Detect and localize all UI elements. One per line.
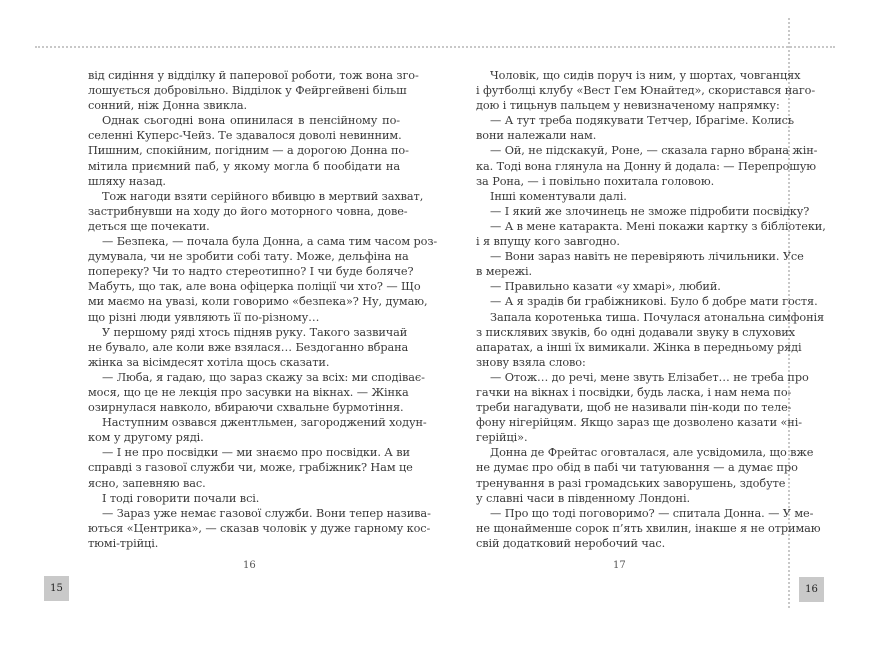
paragraph <box>88 189 424 234</box>
text-line: в мережі. <box>476 265 533 279</box>
text-line: за Рона, — і повільно похитала головою. <box>476 174 715 188</box>
text-line: деться ще почекати. <box>88 219 210 233</box>
text-line: ком у другому ряді. <box>88 431 204 445</box>
text-line: — Люба, я гадаю, що зараз скажу за всіх: ми сподіває- <box>102 370 425 384</box>
text-line: фону нігерійцям. Якщо зараз ще дозволено казати «ні- <box>476 416 802 430</box>
text-line: думувала, чи не зробити собі тату. Може, дельфіна на <box>88 250 409 264</box>
text-line: свій додатковий неробочий час. <box>476 536 666 550</box>
text-line: ясно, запевняю вас. <box>88 476 206 490</box>
text-line: мітила приємний паб, у якому могла б пообідати на <box>88 159 400 173</box>
text-line: від сидіння у відділку й паперової роботи, тож вона зго- <box>88 69 419 82</box>
paragraph <box>88 491 400 506</box>
text-line: герійці». <box>476 431 528 445</box>
text-line: — І який же злочинець не зможе підробити посвідку? <box>490 204 810 218</box>
right-spread-page-badge: 16 <box>799 577 824 602</box>
text-line: не щонайменше сорок п’ять хвилин, інакше я не отримаю <box>476 521 821 535</box>
text-line: Наступним озвався джентльмен, загороджений ходун- <box>102 416 427 430</box>
paragraph <box>88 234 438 325</box>
paragraph <box>88 445 413 490</box>
text-line: Чоловік, що сидів поруч із ним, у шортах, човганцях <box>490 69 801 82</box>
text-line: з писклявих звуків, бо одні додавали звуку в слухових <box>476 325 795 339</box>
right-page-number: 17 <box>613 560 626 571</box>
text-line: тренування в разі громадських заворушень, здобуте <box>476 476 786 490</box>
text-line: селенні Куперс-Чейз. Те здавалося доволі невинним. <box>88 129 402 143</box>
text-line: Мабуть, що так, але вона офіцерка поліції чи хто? — Що <box>88 280 421 294</box>
text-line: — Вони зараз навіть не перевіряють лічильники. Усе <box>490 250 804 264</box>
text-line: і футболці клубу «Вест Гем Юнайтед», скористався наго- <box>476 84 816 98</box>
text-line: ми маємо на увазі, коли говоримо «безпека»? Ну, думаю, <box>88 295 428 309</box>
paragraph <box>476 279 774 294</box>
text-line: — Зараз уже немає газової служби. Вони тепер назива- <box>102 506 431 520</box>
paragraph <box>476 506 821 551</box>
paragraph <box>476 204 810 219</box>
left-page-number: 16 <box>243 560 256 571</box>
text-line: мося, що це не лекція про засувки на вікнах. — Жінка <box>88 385 409 399</box>
text-line: — Отож… до речі, мене звуть Елізабет… не треба про <box>490 370 809 384</box>
text-line: ються «Центрика», — сказав чоловік у дуже гарному кос- <box>88 521 431 535</box>
text-line: не бувало, але коли вже взялася… Бездоганно вбрана <box>88 340 409 354</box>
text-line: У першому ряді хтось підняв руку. Такого зазвичай <box>102 325 408 339</box>
paragraph <box>476 310 825 370</box>
paragraph <box>476 370 809 445</box>
text-line: Пишним, спокійним, погідним — а дорогою Донна по- <box>88 144 409 158</box>
dotted-crop-guide-horizontal <box>35 46 835 48</box>
left-page-text <box>88 68 438 551</box>
paragraph <box>476 68 816 113</box>
paragraph <box>88 370 425 415</box>
paragraph <box>476 445 814 505</box>
paragraph <box>88 415 427 445</box>
text-line: — Ой, не підскакуй, Роне, — сказала гарно вбрана жін- <box>490 144 818 158</box>
text-line: — І не про посвідки — ми знаємо про посвідки. А ви <box>102 446 410 460</box>
paragraph <box>476 294 818 309</box>
text-line: жінка за вісімдесят хотіла щось сказати. <box>88 355 330 369</box>
text-line: — Безпека, — почала була Донна, а сама тим часом роз- <box>102 235 438 249</box>
text-line: знову взяла слово: <box>476 355 586 369</box>
text-line: у славні часи в південному Лондоні. <box>476 491 690 505</box>
paragraph <box>476 113 794 143</box>
text-line: дою і тицьнув пальцем у невизначеному напрямку: <box>476 99 780 113</box>
paragraph <box>476 189 774 204</box>
text-line: треби нагадувати, щоб не називали пін-коди по теле- <box>476 401 792 415</box>
text-line: Донна де Фрейтас оговталася, але усвідомила, що вже <box>490 446 814 460</box>
text-line: що різні люди уявляють її по-різному… <box>88 310 320 324</box>
text-line: шляху назад. <box>88 174 166 188</box>
text-line: — Правильно казати «у хмарі», любий. <box>490 280 721 294</box>
text-line: Тож нагоди взяти серійного вбивцю в мертвий захват, <box>102 189 424 203</box>
paragraph <box>88 506 431 551</box>
text-line: Однак сьогодні вона опинилася в пенсійному по- <box>102 114 400 128</box>
text-line: гачки на вікнах і посвідки, будь ласка, і нам нема по- <box>476 385 792 399</box>
paragraph <box>476 219 826 249</box>
right-page-text <box>476 68 826 551</box>
text-line: апаратах, а інші їх вимикали. Жінка в передньому ряді <box>476 340 802 354</box>
text-line: озирнулася навколо, вбираючи схвальне бурмотіння. <box>88 401 404 415</box>
text-line: і я впущу кого завгодно. <box>476 235 620 249</box>
text-line: вони належали нам. <box>476 129 597 143</box>
text-line: Інші коментували далі. <box>490 189 627 203</box>
text-line: Запала коротенька тиша. Почулася атональна симфонія <box>490 310 825 324</box>
text-line: поперекy? Чи то надто стереотипно? І чи буде боляче? <box>88 265 414 279</box>
paragraph <box>88 113 409 188</box>
text-line: ка. Тоді вона глянула на Донну й додала: — Перепрошую <box>476 159 816 173</box>
text-line: справді з газової служби чи, може, грабіжник? Нам це <box>88 461 413 475</box>
text-line: застрибнувши на ходу до його моторного човна, дове- <box>88 204 408 218</box>
text-line: — А я зрадів би грабіжникові. Було б добре мати гостя. <box>490 295 818 309</box>
text-line: — А тут треба подякувати Тетчер, Ібрагіме. Колись <box>490 114 794 128</box>
paragraph <box>476 249 804 279</box>
paragraph <box>476 143 818 188</box>
paragraph <box>88 68 419 113</box>
left-spread-page-badge: 15 <box>44 576 69 601</box>
text-line: лошується добровільно. Відділок у Фейргейвені більш <box>88 84 407 98</box>
text-line: не думає про обід в пабі чи татуювання — а думає про <box>476 461 798 475</box>
text-line: І тоді говорити почали всі. <box>102 491 260 505</box>
text-line: сонний, ніж Донна звикла. <box>88 99 248 113</box>
text-line: тюмі-трійці. <box>88 536 159 550</box>
text-line: — А в мене катаракта. Мені покажи картку з бібліотеки, <box>490 219 826 233</box>
paragraph <box>88 325 409 370</box>
text-line: — Про що тоді поговоримо? — спитала Донна. — У ме- <box>490 506 814 520</box>
